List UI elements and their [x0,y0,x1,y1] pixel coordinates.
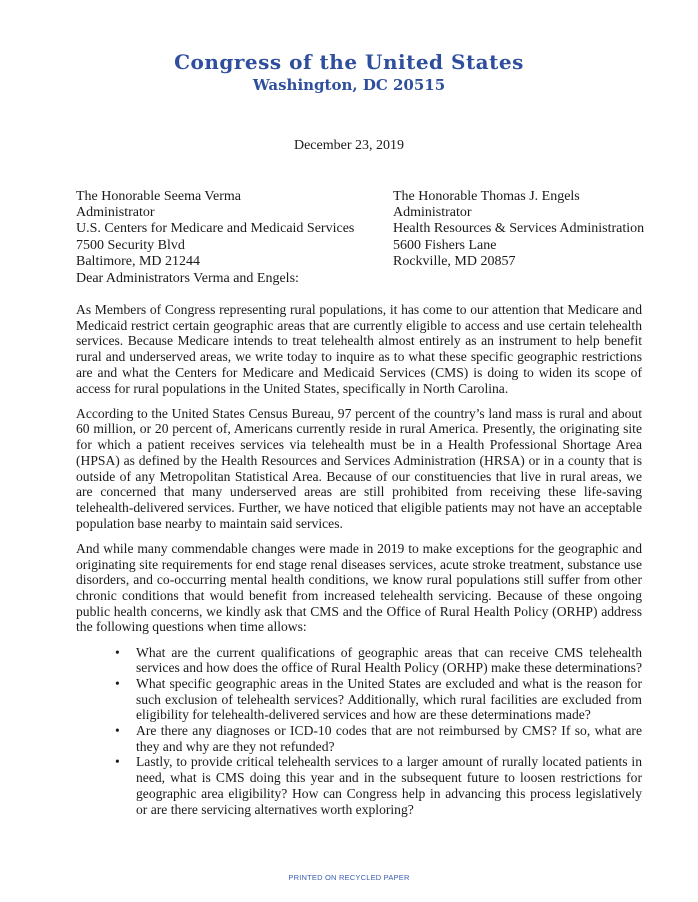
question-text: Are there any diagnoses or ICD-10 codes that are not reimbursed by CMS? If so, what are they and why are they not refunded? [136,723,642,754]
bullet-icon: • [115,754,120,770]
recipient-address-engels [393,189,644,270]
letterhead-title: Congress of the United States [174,50,524,74]
address-line: Baltimore, MD 21244 [76,253,201,269]
question-item [76,676,642,723]
body-paragraph: And while many commendable changes were made in 2019 to make exceptions for the geographic and originating site requirements for end stage renal diseases services, acute stroke treatment, substance use disorders, and co-occurring mental health conditions, we know rural populations still suffer from other chronic conditions that would benefit from increased telehealth servicing. Because of these ongoing public health concerns, we kindly ask that CMS and the Office of Rural Health Policy (ORHP) address the following questions when time allows: [76,540,642,635]
address-line: Administrator [393,205,472,221]
body-paragraph: According to the United States Census Bureau, 97 percent of the country’s land mass is rural and about 60 million, or 20 percent of, Americans currently reside in rural America. Presently, the originating site for which a patient receives services via telehealth must be in a Health Professional Shortage Area (HPSA) as defined by the Health Resources and Services Administration (HRSA) or in a county that is outside of any Metropolitan Statistical Area. Because of our constituencies that live in rural areas, we are concerned that many underserved areas are still prohibited from receiving these life-saving telehealth-delivered services. Further, we have noticed that eligible patients may not have an acceptable population base nearby to maintain said services. [76,405,642,531]
address-line: U.S. Centers for Medicare and Medicaid Services [76,221,355,237]
recipient-address-verma [76,189,354,270]
question-text: What specific geographic areas in the United States are excluded and what is the reason for such exclusion of telehealth services? Additionally, which rural facilities are excluded from eligibility for telehealth-delivered services and how are these determinations made? [136,675,642,723]
address-line: 5600 Fishers Lane [393,237,497,253]
question-text: What are the current qualifications of geographic areas that can receive CMS telehealth services and how does the office of Rural Health Policy (ORHP) make these determinations? [136,644,642,676]
body-paragraph: As Members of Congress representing rural populations, it has come to our attention that Medicare and Medicaid restrict certain geographic areas that are currently eligible to access and use certain telehealth services. Because Medicare intends to treat telehealth almost entirely as an instrument to help benefit rural and underserved areas, we write today to inquire as to what these specific geographic restrictions are and what the Centers for Medicare and Medicaid Services (CMS) is doing to widen its scope of access for rural populations in the United States, specifically in North Carolina. [76,302,642,396]
salutation: Dear Administrators Verma and Engels: [76,271,299,286]
question-item [76,645,642,676]
question-item [76,754,642,817]
address-line: The Honorable Thomas J. Engels [393,189,580,204]
bullet-icon: • [115,644,120,660]
address-line: Rockville, MD 20857 [393,253,516,269]
letter-date: December 23, 2019 [293,138,405,153]
address-line: Health Resources & Services Administration [393,221,645,237]
recycled-paper-footer: PRINTED ON RECYCLED PAPER [288,873,410,882]
address-line: Administrator [76,205,155,221]
letterhead-subtitle: Washington, DC 20515 [252,76,446,94]
question-item [76,723,642,754]
bullet-icon: • [115,723,120,739]
question-list [76,645,642,818]
question-text: Lastly, to provide critical telehealth services to a larger amount of rurally located patients in need, what is CMS doing this year and in the subsequent future to loosen restrictions for geographic area eligibility? How can Congress help in advancing this process legislatively or are there servicing alternatives worth exploring? [136,754,642,817]
letter-body [76,302,642,817]
address-line: The Honorable Seema Verma [76,189,241,204]
bullet-icon: • [115,675,120,691]
address-line: 7500 Security Blvd [76,237,185,253]
